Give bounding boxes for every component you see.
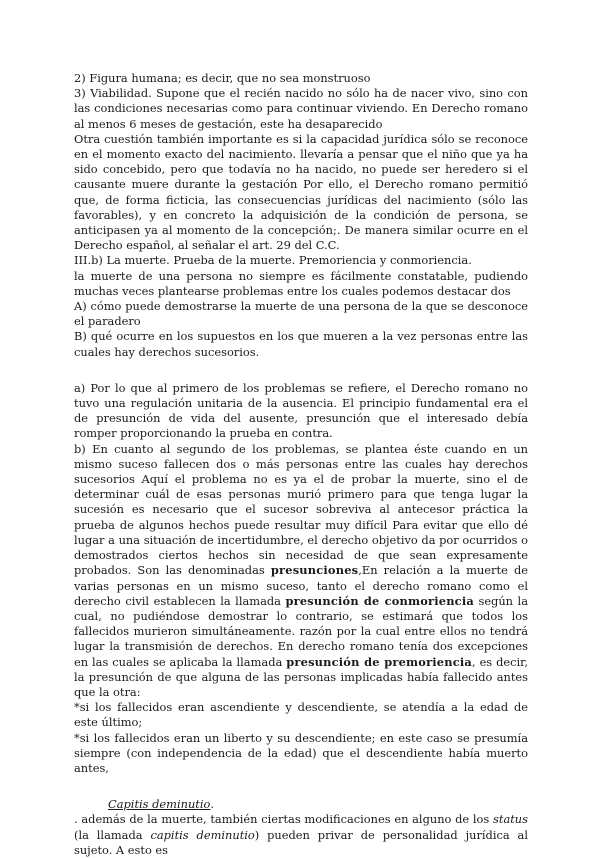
text-run: ,En relación a la muerte de varias personas en un mismo suceso, tanto el derecho romano como el derecho civil establecen la llamada xyxy=(74,563,528,608)
text-run: según la cual, no pudiéndose demostrar lo contrario, se estimará que todos los fallecidos murieron simultáneamente. razón por la cual entre ellos no tendrá lugar la transmisión de derechos. En derecho romano tenía dos excepciones en las cuales se aplicaba la llamada xyxy=(74,593,528,669)
text-run: , es decir, la presunción de que alguna de las personas implicadas había fallecido antes que la otra: xyxy=(74,654,528,699)
bold-term-conmoriencia: presunción de conmoriencia xyxy=(285,593,474,608)
spacer xyxy=(74,360,528,381)
heading-period: . xyxy=(210,797,214,812)
bold-term-premoriencia: presunción de premoriencia xyxy=(286,654,472,669)
section-heading-muerte: III.b) La muerte. Prueba de la muerte. Premoriencia y conmoriencia. xyxy=(74,253,472,268)
italic-term-status: status xyxy=(493,812,528,827)
heading-capitis-deminutio: Capitis deminutio xyxy=(108,797,211,812)
paragraph-viabilidad: 3) Viabilidad. Supone que el recién nacido no sólo ha de nacer vivo, sino con las condiciones necesarias como para continuar viviendo. En Derecho romano al menos 6 meses de gestación, este ha desaparecido xyxy=(74,86,528,131)
paragraph-conmoriencia xyxy=(74,442,528,700)
italic-term-capitis: capitis deminutio xyxy=(150,827,255,842)
heading-capitis-deminutio-line xyxy=(74,797,528,812)
text-run: b) En cuanto al segundo de los problemas, se plantea éste cuando en un mismo suceso fallecen dos o más personas entre las cuales hay derechos sucesorios Aquí el problema no es ya el de probar la muerte, sino el de determinar cuál de esas personas murió primero para que tenga lugar la sucesión es necesario que el sucesor sobreviva al antecesor práctica la prueba de algunos hechos puede resultar muy difícil Para evitar que ello dé lugar a una situación de incertidumbre, el derecho objetivo da por ocurridos o demostrados ciertos hechos sin necesidad de que sean expresamente probados. Son las denominadas xyxy=(74,441,528,578)
text-run: ) pueden privar de personalidad jurídica al sujeto. A esto es xyxy=(74,827,528,857)
bullet-ascendiente: *si los fallecidos eran ascendiente y descendiente, se atendía a la edad de este último; xyxy=(74,700,528,730)
text-run: (la llamada xyxy=(74,827,151,842)
paragraph-problem-b: B) qué ocurre en los supuestos en los que mueren a la vez personas entre las cuales hay derechos sucesorios. xyxy=(74,329,528,359)
paragraph-capacidad-juridica: Otra cuestión también importante es si la capacidad jurídica sólo se reconoce en el momento exacto del nacimiento. llevaría a pensar que el niño que ya ha sido concebido, pero que todavía no ha nacido, no puede ser heredero si el causante muere durante la gestación Por ello, el Derecho romano permitió que, de forma ficticia, las consecuencias jurídicas del nacimiento (sólo las favorables), y en concreto la adquisición de la condición de persona, se anticipasen ya al momento de la concepción;. De manera similar ocurre en el Derecho español, al señalar el art. 29 del C.C. xyxy=(74,131,528,253)
spacer xyxy=(74,776,528,797)
bullet-liberto: *si los fallecidos eran un liberto y su descendiente; en este caso se presumía siempre (con independencia de la edad) que el descendiente había muerto antes, xyxy=(74,730,528,775)
bold-term-presunciones: presunciones xyxy=(270,563,359,578)
paragraph-capitis xyxy=(74,812,528,858)
paragraph-muerte-intro: la muerte de una persona no siempre es fácilmente constatable, pudiendo muchas veces plantearse problemas entre los cuales podemos destacar dos xyxy=(74,268,528,298)
paragraph-figura-humana: 2) Figura humana; es decir, que no sea monstruoso xyxy=(74,71,371,85)
paragraph-ausencia: a) Por lo que al primero de los problemas se refiere, el Derecho romano no tuvo una regulación unitaria de la ausencia. El principio fundamental era el de presunción de vida del ausente, presunción que el interesado debía romper proporcionando la prueba en contra. xyxy=(74,380,528,441)
text-run: . además de la muerte, también ciertas modificaciones en alguno de los xyxy=(74,812,494,827)
paragraph-problem-a: A) cómo puede demostrarse la muerte de una persona de la que se desconoce el paradero xyxy=(74,299,528,329)
